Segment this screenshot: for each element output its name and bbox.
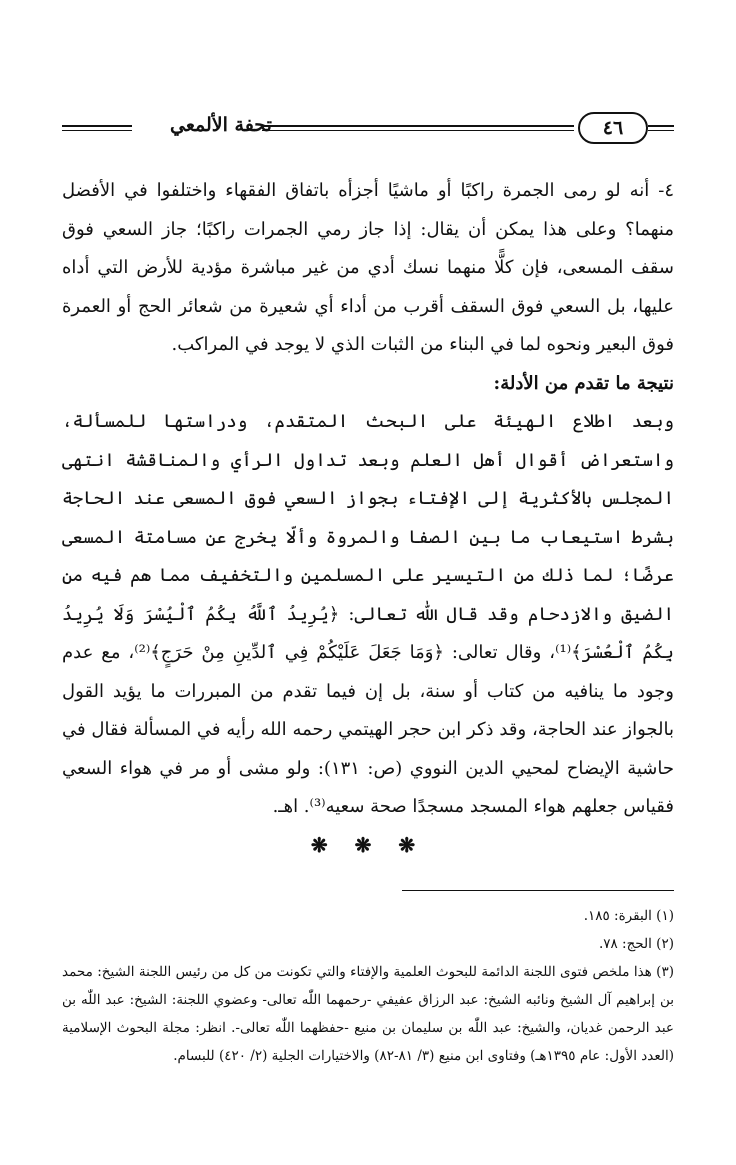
paragraph-point-4: ٤- أنه لو رمى الجمرة راكبًا أو ماشيًا أجزأه باتفاق الفقهاء واختلفوا في الأفضل منهما؟ وعلى هذا يمكن أن يقال: إذا جاز رمي الجمرات راكبًا؛ جاز السعي فوق سقف المسعى، فإن كلًّا منهما نسك أدي من غير مباشرة مؤدية للأرض التي أداه عليها، بل السعي فوق السقف أقرب من أداء أي شعيرة من شعائر الحج أو العمرة فوق البعير ونحوه لما في البناء من الثبات الذي لا يوجد في المراكب. [62, 180, 674, 355]
footnote-rule [402, 890, 674, 891]
header-rule-middle [262, 125, 574, 131]
section-heading: نتيجة ما تقدم من الأدلة: [493, 372, 674, 394]
page-number: ٤٦ [578, 112, 648, 144]
main-text [62, 172, 674, 857]
footnote-3: (٣) هذا ملخص فتوى اللجنة الدائمة للبحوث العلمية والإفتاء والتي تكونت من كل من رئيس اللجنة الشيخ: محمد بن إبراهيم آل الشيخ ونائبه الشيخ: عبد الرزاق عفيفي -رحمهما اللّٰه تعالى- وعضوي اللجنة: الشيخ: عبد اللّٰه بن عبد الرحمن غديان، والشيخ: عبد اللّٰه بن سليمان بن منيع -حفظهما اللّٰه تعالى-. انظر: مجلة البحوث الإسلامية (العدد الأول: عام ١٣٩٥هـ) وفتاوى ابن منيع (٣/ ٨١-٨٢) والاختيارات الجلية (٢/ ٤٢٠) للبسام. [62, 964, 674, 1064]
header-rule-left [62, 125, 132, 131]
footnote-2: (٢) الحج: ٧٨. [598, 936, 674, 952]
running-header [62, 112, 674, 146]
footnotes [62, 902, 674, 1070]
section-separator: ❋ ❋ ❋ [310, 832, 426, 857]
paragraph-conclusion: وبعد اطلاع الهيئة على البحث المتقدم، ودراستها للمسألة، واستعراض أقوال أهل العلم وبعد تداول الرأي والمناقشة انتهى المجلس بالأكثرية إلى الإفتاء بجواز السعي فوق المسعى عند الحاجة بشرط استيعاب ما بين الصفا والمروة وألّا يخرج عن مسامتة المسعى عرضًا؛ لما ذلك من التيسير على المسلمين والتخفيف مما هم فيه من الضيق والازدحام وقد قال اللّٰه تعالى: ﴿يُرِيدُ ٱللَّهُ بِكُمُ ٱلْيُسْرَ وَلَا يُرِيدُ بِكُمُ ٱلْعُسْرَ﴾⁽¹⁾، وقال تعالى: ﴿وَمَا جَعَلَ عَلَيْكُمْ فِي ٱلدِّينِ مِنْ حَرَجٍ﴾⁽²⁾، مع عدم وجود ما ينافيه من كتاب أو سنة، بل إن فيما تقدم من المبررات ما يؤيد القول بالجواز عند الحاجة، وقد ذكر ابن حجر الهيتمي رحمه الله رأيه في المسألة فقال في حاشية الإيضاح لمحيي الدين النووي (ص: ١٣١): ولو مشى أو مر في هواء السعي فقياس جعلهم هواء المسجد مسجدًا صحة سعيه⁽³⁾. اهـ. [62, 411, 674, 817]
header-rule-right [648, 125, 674, 131]
book-title: تحفة الألمعي [170, 114, 272, 136]
footnote-1: (١) البقرة: ١٨٥. [583, 908, 674, 924]
